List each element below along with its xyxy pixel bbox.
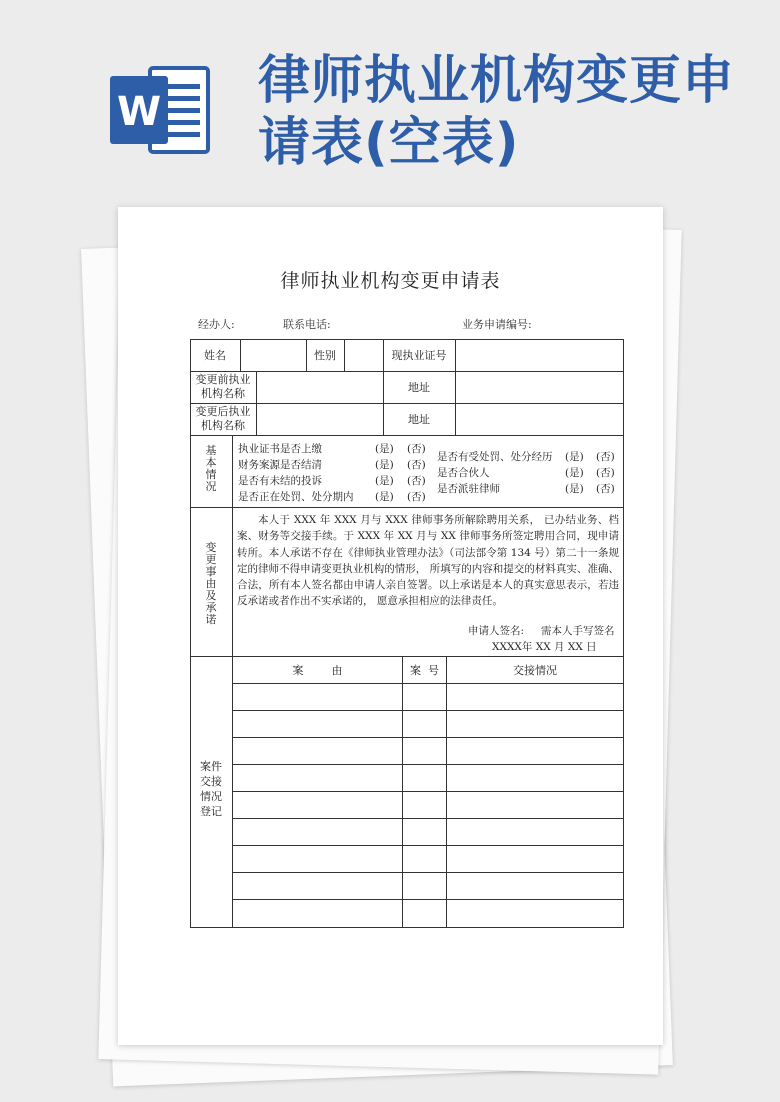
change-reason-label: 变更事由及承诺 [205,541,217,626]
case-handover-label: 案件交接情况登记 [200,760,222,818]
previous-address-label: 地址 [408,381,430,394]
basic-left-item: 财务案源是否结清 [238,459,322,471]
gender-field[interactable] [345,340,382,370]
license-number-field[interactable] [456,340,622,370]
no-option[interactable]: (否) [407,459,426,471]
signature-label: 申请人签名: [468,625,525,637]
column-header-case-number: 案 号 [410,663,439,677]
previous-address-field[interactable] [456,372,622,402]
new-org-field[interactable] [257,404,382,434]
previous-org-field[interactable] [257,372,382,402]
application-form-table [190,339,624,928]
new-address-field[interactable] [456,404,622,434]
yes-option[interactable]: (是) [375,443,394,455]
application-number-label: 业务申请编号: [462,318,532,331]
yes-option[interactable]: (是) [565,467,584,479]
word-document-icon [110,62,212,158]
name-field[interactable] [241,340,305,370]
gender-label: 性别 [314,349,336,362]
yes-option[interactable]: (是) [375,459,394,471]
signature-value[interactable]: 需本人手写签名 [541,625,615,637]
page-title: 律师执业机构变更申请表(空表) [258,51,736,173]
no-option[interactable]: (否) [407,491,426,503]
commitment-statement: 本人于 XXX 年 XXX 月与 XXX 律师事务所解除聘用关系， 已办结业务、档案、财务等交接手续。于 XXX 年 XX 月与 XX 律师事务所签定聘用合同，现申请转所。本人承诺不存在《律师执业管理办法》（司法部令第 134 号）第二十一条规定的律师不得申请变更执业机构的情形， 所填写的内容和提交的材料真实、准确、合法，所有本人签名都由申请人亲自签署。以上承诺是本人的真实意思表示，若违反承诺或者作出不实承诺的， 愿意承担相应的法律责任。 [237,514,619,608]
new-address-label: 地址 [408,413,430,426]
license-number-label: 现执业证号 [391,349,447,362]
basic-right-item: 是否派驻律师 [437,483,500,495]
column-header-handover-status: 交接情况 [513,663,557,677]
yes-option[interactable]: (是) [565,451,584,463]
no-option[interactable]: (否) [407,443,426,455]
basic-right-item: 是否合伙人 [437,467,490,479]
column-header-case-reason: 案 由 [292,663,343,677]
no-option[interactable]: (否) [596,467,615,479]
basic-left-item: 执业证书是否上缴 [238,443,322,455]
basic-left-item: 是否有未结的投诉 [238,475,322,487]
word-logo-letter: W [116,89,162,135]
basic-right-item: 是否有受处罚、处分经历 [437,451,553,463]
document-title: 律师执业机构变更申请表 [280,270,501,292]
sign-date[interactable]: XXXX年 XX 月 XX 日 [492,641,597,653]
yes-option[interactable]: (是) [375,491,394,503]
no-option[interactable]: (否) [596,451,615,463]
basic-info-label: 基本情况 [205,444,217,493]
handler-label: 经办人: [198,318,235,331]
new-org-label: 变更后执业机构名称 [195,405,251,432]
yes-option[interactable]: (是) [565,483,584,495]
yes-option[interactable]: (是) [375,475,394,487]
basic-left-item: 是否正在处罚、处分期内 [238,491,354,503]
name-label: 姓名 [204,349,226,362]
no-option[interactable]: (否) [596,483,615,495]
previous-org-label: 变更前执业机构名称 [195,373,251,400]
no-option[interactable]: (否) [407,475,426,487]
phone-label: 联系电话: [283,318,331,331]
